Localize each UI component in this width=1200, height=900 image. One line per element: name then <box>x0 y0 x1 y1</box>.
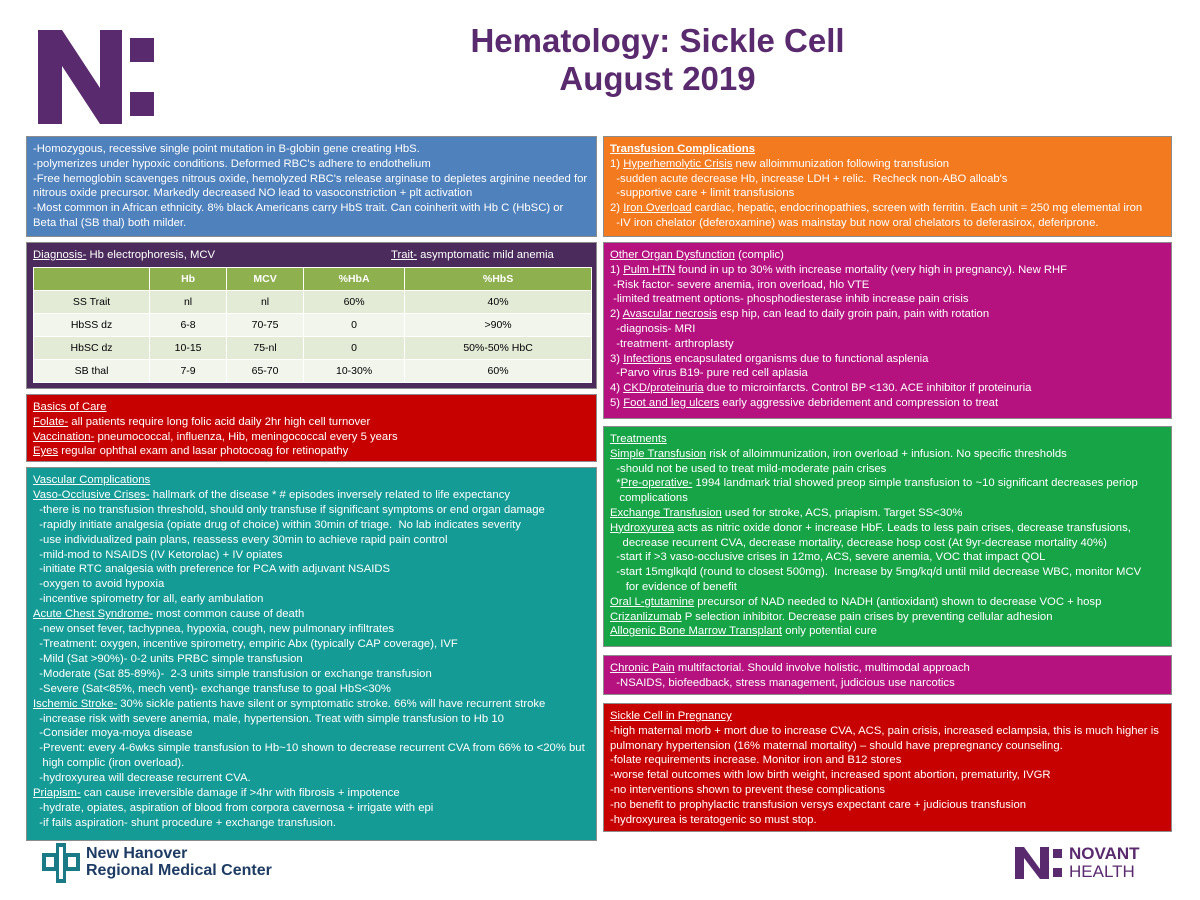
pregnancy-item: -hydroxyurea is teratogenic so must stop. <box>610 813 817 826</box>
novant-line-1: NOVANT <box>1069 844 1140 863</box>
exchange-transfusion-text: used for stroke, ACS, priapism. Target SS<30% <box>721 506 963 519</box>
table-row <box>34 360 592 383</box>
novant-n-logo-icon <box>38 30 156 124</box>
glutamine-text: precursor of NAD needed to NADH (antioxidant) shown to decrease VOC + hosp <box>694 595 1102 608</box>
title-line-2: August 2019 <box>559 60 756 97</box>
simple-transfusion-item: -should not be used to treat mild-moderate pain crises <box>610 462 887 475</box>
vaccination-text: pneumococcal, influenza, Hib, meningococcal every 5 years <box>94 430 398 443</box>
vaccination-line <box>33 430 590 445</box>
item-number: 1) <box>610 157 624 170</box>
preop-continuation: complications <box>610 492 688 505</box>
table-cell: 10-15 <box>150 337 227 360</box>
folate-label: Folate- <box>33 415 69 428</box>
bmt-line <box>610 624 1165 639</box>
nhrmc-line-1: New Hanover <box>86 845 188 862</box>
table-header-row <box>34 268 592 291</box>
overview-line: nitrous oxide precursor. Markedly decreased NO lead to vasoconstriction + plt activation <box>33 187 473 200</box>
exchange-transfusion-line <box>610 506 1165 521</box>
table-row <box>34 314 592 337</box>
pulm-htn-line <box>610 263 1165 278</box>
item-number: 2) <box>610 308 623 321</box>
stroke-line <box>33 697 590 712</box>
table-cell: >90% <box>405 314 592 337</box>
preop-line <box>610 476 1165 491</box>
stroke-label: Ischemic Stroke- <box>33 697 118 710</box>
table-cell: 6-8 <box>150 314 227 337</box>
novant-line-2: HEALTH <box>1069 862 1135 881</box>
infections-item: -Parvo virus B19- pure red cell aplasia <box>610 367 808 380</box>
hydroxyurea-item: -start if >3 vaso-occlusive crises in 12mo, ACS, severe anemia, VOC that impact QOL <box>610 551 1046 564</box>
table-cell: 70-75 <box>227 314 304 337</box>
acs-item: -Moderate (Sat 85-89%)- 2-3 units simple transfusion or exchange transfusion <box>33 667 432 680</box>
overview-line: -polymerizes under hypoxic conditions. Deformed RBC's adhere to endothelium <box>33 157 431 170</box>
hydroxyurea-line <box>610 521 1165 536</box>
stroke-item: -Consider moya-moya disease <box>33 727 193 740</box>
crizanlizumab-text: P selection inhibitor. Decrease pain crises by preventing cellular adhesion <box>681 610 1053 623</box>
acs-item: -Treatment: oxygen, incentive spirometry, empiric Abx (typically CAP coverage), IVF <box>33 637 458 650</box>
table-header-cell: Hb <box>150 268 227 291</box>
avn-text: esp hip, can lead to daily groin pain, pain with rotation <box>717 308 990 321</box>
priapism-label: Priapism- <box>33 787 81 800</box>
foot-ulcer-text: early aggressive debridement and compression to treat <box>719 396 999 409</box>
hydroxyurea-label: Hydroxyurea <box>610 521 675 534</box>
item-number: 4) <box>610 382 624 395</box>
pulm-htn-item: -Risk factor- severe anemia, iron overload, hlo VTE <box>610 278 870 291</box>
table-header-cell: %HbS <box>405 268 592 291</box>
voc-item: -oxygen to avoid hypoxia <box>33 578 165 591</box>
infections-text: encapsulated organisms due to functional asplenia <box>671 352 929 365</box>
stroke-item: high complic (iron overload). <box>33 757 185 770</box>
avn-line <box>610 307 1165 322</box>
other-organ-dysfunction-box <box>603 242 1172 419</box>
priapism-text: can cause irreversible damage if >4hr with fibrosis + impotence <box>80 787 400 800</box>
hyperhemolytic-line <box>610 157 1165 172</box>
voc-item: -there is no transfusion threshold, should only transfuse if significant symptoms or end organ damage <box>33 503 545 516</box>
table-cell: SB thal <box>34 360 150 383</box>
table-cell: nl <box>150 291 227 314</box>
hydroxyurea-item: decrease recurrent CVA, decrease mortality, decrease hosp cost (At 9yr-decrease mortality 40%) <box>610 536 1107 549</box>
overview-box <box>26 136 597 237</box>
iron-overload-line <box>610 201 1165 216</box>
item-number: 3) <box>610 352 624 365</box>
overview-line: -Homozygous, recessive single point mutation in B-globin gene creating HbS. <box>33 143 420 155</box>
bmt-label: Allogenic Bone Marrow Transplant <box>610 625 783 638</box>
simple-transfusion-label: Simple Transfusion <box>610 447 707 460</box>
table-cell: 7-9 <box>150 360 227 383</box>
preop-prefix: * <box>610 477 621 490</box>
table-cell: 0 <box>304 337 405 360</box>
chronic-pain-box <box>603 655 1172 695</box>
trait-note <box>391 248 554 263</box>
chronic-pain-label: Chronic Pain <box>610 662 675 674</box>
eyes-line <box>33 444 590 459</box>
table-cell: 40% <box>405 291 592 314</box>
ckd-label: CKD/proteinuria <box>623 382 704 395</box>
voc-item: -initiate RTC analgesia with preference for PCA with adjuvant NSAIDS <box>33 563 391 576</box>
diagnosis-table <box>33 267 592 383</box>
acs-text: most common cause of death <box>152 608 305 621</box>
acs-label: Acute Chest Syndrome- <box>33 608 153 621</box>
exchange-transfusion-label: Exchange Transfusion <box>610 506 722 519</box>
stroke-item: -hydroxyurea will decrease recurrent CVA. <box>33 772 251 785</box>
acs-item: -Mild (Sat >90%)- 0-2 units PRBC simple transfusion <box>33 652 303 665</box>
table-cell: 60% <box>304 291 405 314</box>
preop-text: 1994 landmark trial showed preop simple transfusion to ~10 significant decreases periop <box>692 477 1138 490</box>
item-number: 5) <box>610 396 624 409</box>
crizanlizumab-label: Crizanlizumab <box>610 610 682 623</box>
title-line-1: Hematology: Sickle Cell <box>470 22 845 59</box>
treatments-box <box>603 426 1172 647</box>
ckd-line <box>610 381 1165 396</box>
novant-small-n-icon <box>1015 847 1065 879</box>
basics-title: Basics of Care <box>33 401 107 413</box>
iron-overload-item: -IV iron chelator (deferoxamine) was mainstay but now oral chelators to deferasirox, deferiprone. <box>610 216 1099 229</box>
table-row <box>34 337 592 360</box>
pregnancy-title: Sickle Cell in Pregnancy <box>610 710 732 722</box>
acs-item: -new onset fever, tachypnea, hypoxia, cough, new pulmonary infiltrates <box>33 623 395 636</box>
table-header-cell: %HbA <box>304 268 405 291</box>
acs-item: -Severe (Sat<85%, mech vent)- exchange transfuse to goal HbS<30% <box>33 682 391 695</box>
chronic-pain-item: -NSAIDS, biofeedback, stress management, judicious use narcotics <box>610 676 955 689</box>
bmt-text: only potential cure <box>782 625 877 638</box>
overview-line: -Most common in African ethnicity. 8% black Americans carry HbS trait. Can coinherit with Hb C (HbSC) or <box>33 202 564 215</box>
voc-item: -mild-mod to NSAIDS (IV Ketorolac) + IV opiates <box>33 548 283 561</box>
item-number: 2) <box>610 202 624 215</box>
pregnancy-item: -no interventions shown to prevent these complications <box>610 783 886 796</box>
pregnancy-box <box>603 703 1172 832</box>
stroke-item: -Prevent: every 4-6wks simple transfusion to Hb~10 shown to decrease recurrent CVA from 66% to <20% but <box>33 742 585 755</box>
item-number: 1) <box>610 263 624 276</box>
hydroxyurea-text: acts as nitric oxide donor + increase HbF. Leads to less pain crises, decrease transfusions, <box>674 521 1131 534</box>
glutamine-line <box>610 595 1165 610</box>
chronic-pain-text: multifactorial. Should involve holistic, multimodal approach <box>674 662 970 674</box>
iron-overload-text: cardiac, hepatic, endocrinopathies, screen with ferritin. Each unit = 250 mg elemental iron <box>691 202 1143 215</box>
eyes-label: Eyes <box>33 445 59 458</box>
overview-line: Beta thal (SB thal) both milder. <box>33 216 187 229</box>
voc-text: hallmark of the disease * # episodes inversely related to life expectancy <box>149 488 511 501</box>
acs-line <box>33 607 590 622</box>
diagnosis-label: Diagnosis- <box>33 249 87 261</box>
other-organ-title-line <box>610 248 1165 263</box>
basics-of-care-box <box>26 394 597 462</box>
table-cell: HbSC dz <box>34 337 150 360</box>
foot-ulcer-label: Foot and leg ulcers <box>623 396 720 409</box>
priapism-line <box>33 786 590 801</box>
voc-item: -use individualized pain plans, reassess every 30min to achieve rapid pain control <box>33 533 448 546</box>
hyperhemolytic-item: -sudden acute decrease Hb, increase LDH + relic. Recheck non-ABO alloab's <box>610 172 1008 185</box>
trait-text: asymptomatic mild anemia <box>416 249 554 261</box>
eyes-text: regular ophthal exam and lasar photocoag for retinopathy <box>58 445 349 458</box>
treatments-title: Treatments <box>610 433 667 445</box>
diagnosis-text: Hb electrophoresis, MCV <box>86 249 216 261</box>
stroke-text: 30% sickle patients have silent or symptomatic stroke. 66% will have recurrent stroke <box>117 697 546 710</box>
preop-label: Pre-operative- <box>620 477 693 490</box>
page-title <box>380 22 935 98</box>
hyperhemolytic-label: Hyperhemolytic Crisis <box>623 157 733 170</box>
avn-item: -treatment- arthroplasty <box>610 337 734 350</box>
diagnosis-header <box>33 248 590 263</box>
ckd-text: due to microinfarcts. Control BP <130. ACE inhibitor if proteinuria <box>703 382 1032 395</box>
table-cell: 50%-50% HbC <box>405 337 592 360</box>
other-organ-title-suffix: (complic) <box>734 249 784 261</box>
hydroxyurea-item: for evidence of benefit <box>610 580 737 593</box>
glutamine-label: Oral L-gtutamine <box>610 595 695 608</box>
priapism-item: -hydrate, opiates, aspiration of blood from corpora cavernosa + irrigate with epi <box>33 801 434 814</box>
vaccination-label: Vaccination- <box>33 430 95 443</box>
nhrmc-emblem-icon <box>40 843 82 883</box>
infections-line <box>610 352 1165 367</box>
diagnosis-box <box>26 242 597 389</box>
table-cell: nl <box>227 291 304 314</box>
hyperhemolytic-text: new alloimmunization following transfusion <box>732 157 950 170</box>
table-cell: 60% <box>405 360 592 383</box>
pulm-htn-label: Pulm HTN <box>623 263 676 276</box>
priapism-item: -if fails aspiration- shunt procedure + exchange transfusion. <box>33 816 336 829</box>
vascular-complications-box <box>26 467 597 841</box>
table-cell: SS Trait <box>34 291 150 314</box>
infections-label: Infections <box>623 352 672 365</box>
simple-transfusion-line <box>610 447 1165 462</box>
table-cell: HbSS dz <box>34 314 150 337</box>
pulm-htn-item: -limited treatment options- phosphodiesterase inhib increase pain crisis <box>610 293 969 306</box>
foot-ulcer-line <box>610 396 1165 411</box>
hyperhemolytic-item: -supportive care + limit transfusions <box>610 187 795 200</box>
pregnancy-item: -worse fetal outcomes with low birth weight, increased spont abortion, prematurity, IVGR <box>610 769 1051 782</box>
simple-transfusion-text: risk of alloimmunization, iron overload + infusion. No specific thresholds <box>706 447 1067 460</box>
table-cell: 0 <box>304 314 405 337</box>
chronic-pain-line <box>610 661 1165 676</box>
other-organ-title: Other Organ Dysfunction <box>610 249 735 261</box>
avn-label: Avascular necrosis <box>622 308 718 321</box>
nhrmc-line-2: Regional Medical Center <box>86 862 272 879</box>
voc-label: Vaso-Occlusive Crises- <box>33 488 150 501</box>
hydroxyurea-item: -start 15mglkqld (round to closest 500mg). Increase by 5mg/kq/d until mild decrease WBC, monitor MCV <box>610 566 1142 579</box>
table-header-cell <box>34 268 150 291</box>
overview-line: -Free hemoglobin scavenges nitrous oxide, hemolyzed RBC's release arginase to depletes arginine needed for <box>33 172 588 185</box>
iron-overload-label: Iron Overload <box>623 202 692 215</box>
voc-item: -incentive spirometry for all, early ambulation <box>33 593 264 606</box>
pulm-htn-text: found in up to 30% with increase mortality (very high in pregnancy). New RHF <box>675 263 1068 276</box>
table-header-cell: MCV <box>227 268 304 291</box>
voc-item: -rapidly initiate analgesia (opiate drug of choice) within 30min of triage. No lab indicates severity <box>33 518 521 531</box>
trait-label: Trait- <box>391 249 417 261</box>
pregnancy-item: -no benefit to prophylactic transfusion versys expectant care + judicious transfusion <box>610 798 1027 811</box>
table-cell: 10-30% <box>304 360 405 383</box>
table-cell: 75-nl <box>227 337 304 360</box>
pregnancy-item: pulmonary hypertension (16% maternal mortality) – should have prepregnancy counseling. <box>610 739 1063 752</box>
table-row <box>34 291 592 314</box>
table-cell: 65-70 <box>227 360 304 383</box>
stroke-item: -increase risk with severe anemia, male, hypertension. Treat with simple transfusion to Hb 10 <box>33 712 504 725</box>
avn-item: -diagnosis- MRI <box>610 322 696 335</box>
folate-text: all patients require long folic acid daily 2hr high cell turnover <box>68 415 371 428</box>
voc-line <box>33 488 590 503</box>
pregnancy-item: -folate requirements increase. Monitor iron and B12 stores <box>610 754 902 767</box>
folate-line <box>33 415 590 430</box>
transfusion-title: Transfusion Complications <box>610 143 755 155</box>
vascular-title: Vascular Complications <box>33 474 151 486</box>
crizanlizumab-line <box>610 610 1165 625</box>
transfusion-complications-box <box>603 136 1172 237</box>
pregnancy-item: -high maternal morb + mort due to increase CVA, ACS, pain crisis, increased eclampsia, this is much higher is <box>610 724 1159 737</box>
